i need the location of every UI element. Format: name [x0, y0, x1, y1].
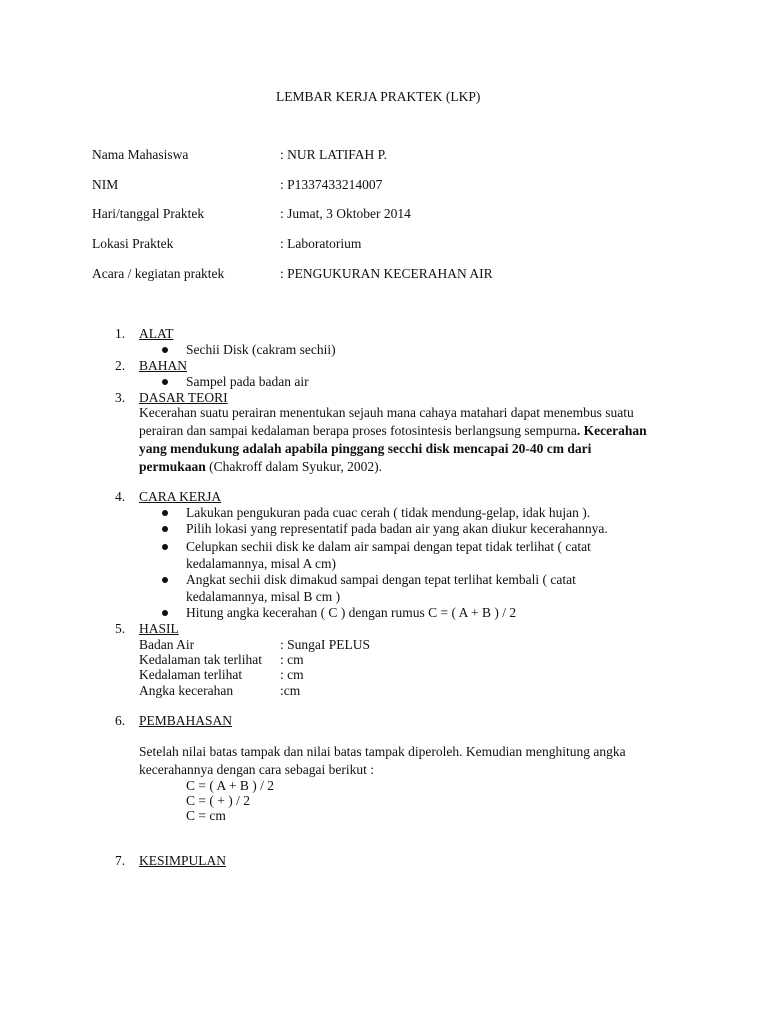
list-item-continued: kedalamannya, misal B cm ) — [186, 589, 341, 604]
list-item: Pilih lokasi yang representatif pada badan air yang akan diukur kecerahannya. — [186, 521, 608, 536]
section-number: 2. — [115, 358, 126, 373]
theory-text-bold: permukaan — [139, 459, 206, 474]
list-item: Sampel pada badan air — [186, 374, 309, 389]
section-number: 5. — [115, 621, 126, 636]
section-heading-hasil: HASIL — [139, 621, 179, 636]
list-item: Celupkan sechii disk ke dalam air sampai dengan tepat tidak terlihat ( catat — [186, 539, 591, 554]
bullet-icon — [162, 544, 168, 550]
theory-text-line — [139, 459, 382, 475]
section-heading-bahan: BAHAN — [139, 358, 188, 373]
section-number: 6. — [115, 713, 126, 728]
theory-text-line: yang mendukung adalah apabila pinggang secchi disk mencapai 20-40 cm dari — [139, 441, 592, 456]
discussion-text-line: Setelah nilai batas tampak dan nilai batas tampak diperoleh. Kemudian menghitung angka — [139, 744, 626, 759]
list-item: Angkat sechii disk dimakud sampai dengan tepat terlihat kembali ( catat — [186, 572, 576, 587]
info-label-tanggal: Hari/tanggal Praktek — [92, 206, 205, 221]
info-value-nim: : P1337433214007 — [280, 177, 383, 192]
theory-text-normal: (Chakroff dalam Syukur, 2002). — [205, 459, 382, 474]
result-value: :cm — [280, 683, 301, 698]
section-number: 3. — [115, 390, 126, 405]
formula-line: C = ( + ) / 2 — [186, 793, 250, 808]
section-heading-dasar-teori: DASAR TEORI — [139, 390, 228, 405]
result-label: Kedalaman tak terlihat — [139, 652, 262, 667]
bullet-icon — [162, 510, 168, 516]
formula-line: C = ( A + B ) / 2 — [186, 778, 274, 793]
document-title: LEMBAR KERJA PRAKTEK (LKP) — [276, 89, 481, 104]
section-number: 1. — [115, 326, 126, 341]
section-number: 4. — [115, 489, 126, 504]
section-heading-cara-kerja: CARA KERJA — [139, 489, 222, 504]
formula-line: C = cm — [186, 808, 226, 823]
theory-text-bold: . Kecerahan — [576, 423, 647, 438]
bullet-icon — [162, 577, 168, 583]
result-value: : SungaI PELUS — [280, 637, 371, 652]
section-number: 7. — [115, 853, 126, 868]
theory-text-normal: perairan dan sampai kedalaman berapa proses fotosintesis berlangsung sempurna — [139, 423, 577, 438]
info-value-acara: : PENGUKURAN KECERAHAN AIR — [280, 266, 493, 281]
info-value-nama: : NUR LATIFAH P. — [280, 147, 388, 162]
list-item: Lakukan pengukuran pada cuac cerah ( tidak mendung-gelap, idak hujan ). — [186, 505, 591, 520]
section-heading-alat: ALAT — [139, 326, 174, 341]
result-label: Kedalaman terlihat — [139, 667, 243, 682]
bullet-icon — [162, 347, 168, 353]
result-label: Angka kecerahan — [139, 683, 234, 698]
discussion-text-line: kecerahannya dengan cara sebagai berikut : — [139, 762, 374, 777]
info-value-tanggal: : Jumat, 3 Oktober 2014 — [280, 206, 411, 221]
result-value: : cm — [280, 667, 304, 682]
result-value: : cm — [280, 652, 304, 667]
info-label-lokasi: Lokasi Praktek — [92, 236, 174, 251]
bullet-icon — [162, 379, 168, 385]
section-heading-kesimpulan: KESIMPULAN — [139, 853, 227, 868]
info-value-lokasi: : Laboratorium — [280, 236, 362, 251]
result-label: Badan Air — [139, 637, 195, 652]
info-label-nim: NIM — [92, 177, 119, 192]
theory-text-line: Kecerahan suatu perairan menentukan sejauh mana cahaya matahari dapat menembus suatu — [139, 405, 634, 420]
list-item-continued: kedalamannya, misal A cm) — [186, 556, 336, 571]
theory-text-line — [139, 423, 647, 439]
bullet-icon — [162, 610, 168, 616]
bullet-icon — [162, 526, 168, 532]
section-heading-pembahasan: PEMBAHASAN — [139, 713, 233, 728]
info-label-nama: Nama Mahasiswa — [92, 147, 189, 162]
info-label-acara: Acara / kegiatan praktek — [92, 266, 225, 281]
list-item: Sechii Disk (cakram sechii) — [186, 342, 336, 357]
list-item: Hitung angka kecerahan ( C ) dengan rumus C = ( A + B ) / 2 — [186, 605, 517, 620]
